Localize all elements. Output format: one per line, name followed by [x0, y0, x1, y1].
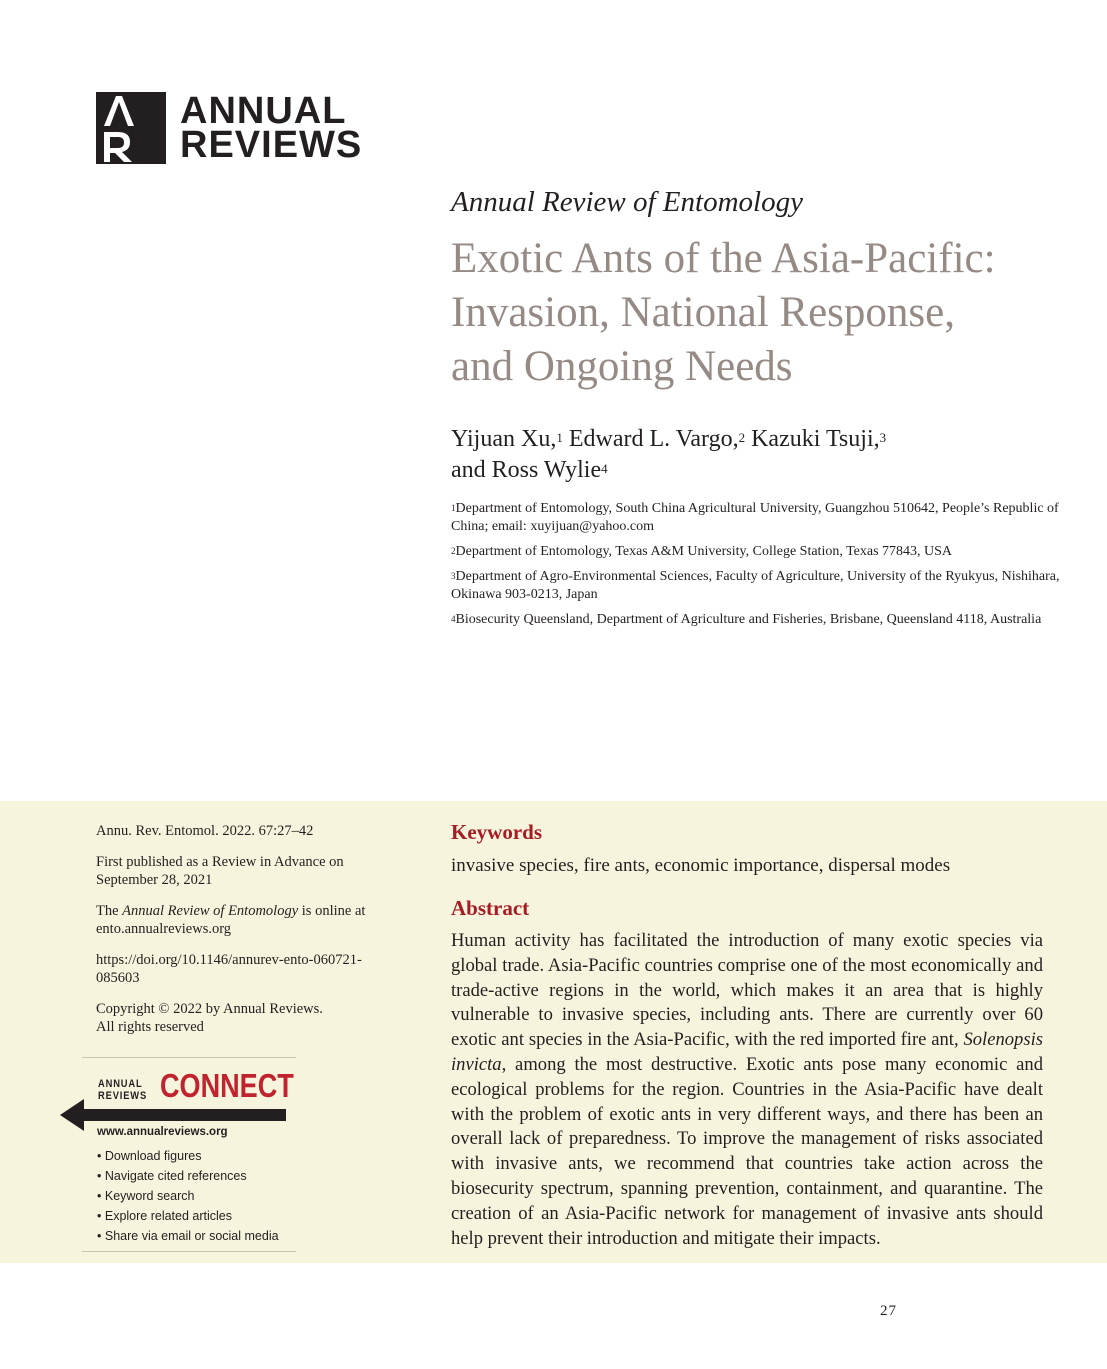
connect-feature-item: • Share via email or social media [97, 1226, 279, 1246]
connect-title: CONNECT [159, 1067, 294, 1104]
logo-wordmark [180, 90, 363, 166]
affiliations [451, 500, 1061, 636]
affiliation-item [451, 568, 1061, 604]
species-name: Solenopsis invicta [451, 1029, 1043, 1075]
affiliation-number: 2 [451, 546, 456, 556]
annual-reviews-logo [96, 92, 362, 164]
connect-features [97, 1146, 279, 1246]
affiliation-text: Department of Agro-Environmental Sciences, Faculty of Agriculture, University of the Ryukyus, Nishihara, Okinawa 903-0213, Japan [451, 569, 1060, 602]
keywords-text: invasive species, fire ants, economic importance, dispersal modes [451, 855, 951, 876]
article-title [451, 232, 1071, 394]
abstract-text [451, 929, 1043, 1251]
abstract-heading: Abstract [451, 896, 530, 920]
author-superscript: 1 [556, 430, 563, 445]
connect-url[interactable]: www.annualreviews.org [97, 1126, 228, 1138]
connect-small-line: ANNUAL [98, 1078, 143, 1090]
connect-feature-item: • Download figures [97, 1146, 279, 1166]
author-name: Edward L. Vargo, [562, 426, 739, 452]
rights-line: All rights reserved [96, 1019, 204, 1035]
keywords-heading: Keywords [451, 820, 542, 844]
copyright [96, 1000, 396, 1037]
doi-link[interactable]: https://doi.org/10.1146/annurev-ento-060721-085603 [96, 951, 362, 986]
logo-line-annual: ANNUAL [180, 90, 347, 132]
connect-small-line: REVIEWS [98, 1090, 148, 1102]
author-line-1 [451, 424, 1071, 455]
connect-feature-item: • Explore related articles [97, 1206, 279, 1226]
citation: Annu. Rev. Entomol. 2022. 67:27–42 [96, 823, 314, 839]
author-list [451, 424, 1071, 486]
page-number: 27 [880, 1303, 897, 1319]
online-pre: The [96, 902, 123, 919]
copyright-line: Copyright © 2022 by Annual Reviews. [96, 1000, 323, 1017]
affiliation-text: Department of Entomology, South China Agricultural University, Guangzhou 510642, People’s Republic of China; email: xuyijuan@yahoo.com [451, 501, 1059, 534]
affiliation-number: 4 [451, 614, 456, 624]
first-published: First published as a Review in Advance on September 28, 2021 [96, 853, 344, 888]
title-line: Exotic Ants of the Asia-Pacific: [451, 235, 996, 282]
affiliation-text: Biosecurity Queensland, Department of Agriculture and Fisheries, Brisbane, Queensland 4118, Australia [455, 612, 1042, 627]
author-superscript: 4 [601, 461, 608, 476]
affiliation-item [451, 611, 1061, 629]
connect-feature-item: • Navigate cited references [97, 1166, 279, 1186]
article-info-sidebar [96, 822, 396, 1049]
title-line: Invasion, National Response, [451, 289, 955, 336]
author-superscript: 2 [738, 430, 746, 445]
affiliation-text: Department of Entomology, Texas A&M University, College Station, Texas 77843, USA [455, 544, 953, 559]
annual-reviews-connect-box [82, 1057, 296, 1252]
title-line: and Ongoing Needs [451, 343, 793, 390]
online-post: is online at ento.annualreviews.org [96, 902, 366, 937]
connect-feature-item: • Keyword search [97, 1186, 279, 1206]
affiliation-number: 3 [451, 571, 456, 581]
online-availability [96, 902, 396, 939]
author-name: Yijuan Xu, [451, 426, 557, 452]
author-line-2 [451, 455, 1071, 486]
online-journal: Annual Review of Entomology [122, 902, 299, 919]
logo-line-reviews: REVIEWS [180, 124, 363, 166]
abstract-part: , among the most destructive. Exotic ants pose many economic and ecological problems for the region. Countries in the Asia-Pacific have dealt with the problem of exotic ants in very different ways, and there has been an overall lack of preparedness. To improve the management of risks associated with invasive ants, we recommend that countries take action across the biosecurity spectrum, spanning prevention, containment, and quarantine. The creation of an Asia-Pacific network for management of invasive ants should help prevent their introduction and mitigate their impacts. [451, 1053, 1043, 1249]
author-name: Kazuki Tsuji, [745, 426, 880, 452]
affiliation-item [451, 543, 1061, 561]
author-name: and Ross Wylie [451, 457, 602, 483]
affiliation-number: 1 [451, 503, 456, 513]
affiliation-item [451, 500, 1061, 536]
abstract-part: Human activity has facilitated the introduction of many exotic species via global trade. Asia-Pacific countries comprise one of the most economically and trade-active regions in the world, which makes it an area that is highly vulnerable to invasive species, including ants. There are currently over 60 exotic ant species in the Asia-Pacific, with the red imported fire ant, [451, 930, 1043, 1051]
ar-monogram-icon [96, 92, 166, 164]
journal-name: Annual Review of Entomology [451, 186, 803, 218]
author-superscript: 3 [879, 430, 887, 445]
